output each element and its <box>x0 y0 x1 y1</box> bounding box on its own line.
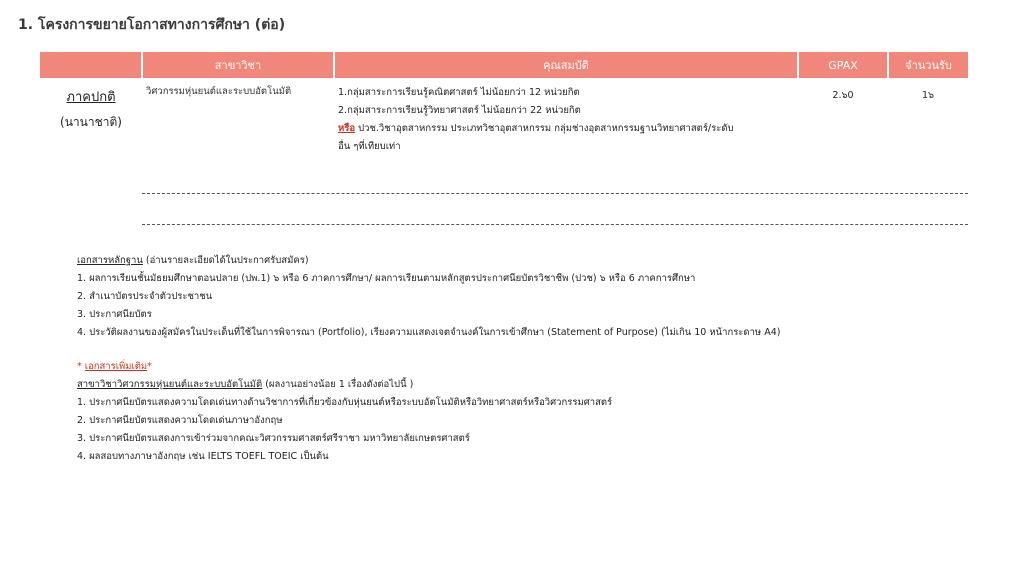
dotted-divider <box>142 224 968 225</box>
major-name: วิศวกรรมหุ่นยนต์และระบบอัตโนมัติ <box>146 86 292 97</box>
criteria-item: 1.กลุ่มสาระการเรียนรู้คณิตศาสตร์ ไม่น้อยกว่า 12 หน่วยกิต <box>338 87 580 98</box>
criteria-item: 2.กลุ่มสาระการเรียนรู้วิทยาศาสตร์ ไม่น้อยกว่า 22 หน่วยกิต <box>338 105 581 116</box>
documents-section <box>77 252 780 342</box>
extra-major-line <box>77 376 612 394</box>
seats-value: 1๖ <box>921 90 935 101</box>
extra-item: 3. ประกาศนียบัตรแสดงการเข้าร่วมจากคณะวิศวกรรมศาสตร์ศรีราชา มหาวิทยาลัยเกษตรศาสตร์ <box>77 433 470 444</box>
extra-item: 4. ผลสอบทางภาษาอังกฤษ เช่น IELTS TOEFL TOEIC เป็นต้น <box>77 451 329 462</box>
or-label: หรือ <box>338 123 356 134</box>
extra-item: 1. ประกาศนียบัตรแสดงความโดดเด่นทางด้านวิชาการที่เกี่ยวข้องกับหุ่นยนต์หรือระบบอัตโนมัติหรือวิทยาศาสตร์หรือวิศวกรรมศาสตร์ <box>77 397 613 408</box>
header-major: สาขาวิชา <box>142 52 334 78</box>
header-gpax: GPAX <box>798 52 888 78</box>
category-cell <box>40 78 142 162</box>
extra-major-note: (ผลงานอย่างน้อย 1 เรื่องดังต่อไปนี้ ) <box>262 379 414 390</box>
criteria-or-line-2: อื่น ๆที่เทียบเท่า <box>338 141 401 152</box>
documents-heading-label: เอกสารหลักฐาน <box>77 255 143 266</box>
header-criteria: คุณสมบัติ <box>334 52 798 78</box>
documents-item: 2. สำเนาบัตรประจำตัวประชาชน <box>77 291 213 302</box>
extra-heading-label: เอกสารเพิ่มเติม <box>84 361 148 372</box>
page-title: 1. โครงการขยายโอกาสทางการศึกษา (ต่อ) <box>18 17 286 33</box>
category-label: ภาคปกติ <box>66 90 116 105</box>
criteria-or-line <box>338 120 794 138</box>
gpax-value: 2.๖0 <box>832 90 854 101</box>
extra-major-label: สาขาวิชาวิศวกรรมหุ่นยนต์และระบบอัตโนมัติ <box>77 379 263 390</box>
or-text: ปวช.วิชาอุตสาหกรรม ประเภทวิชาอุตสาหกรรม กลุ่มช่างอุตสาหกรรมฐานวิทยาศาสตร์/ระดับ <box>355 123 734 134</box>
dotted-divider <box>142 193 968 194</box>
criteria-cell <box>334 78 798 162</box>
extra-documents-section <box>77 358 612 466</box>
extra-heading-star: * <box>77 361 85 372</box>
documents-heading <box>77 252 780 270</box>
extra-heading-tail: * <box>147 361 152 372</box>
documents-item: 1. ผลการเรียนชั้นมัธยมศึกษาตอนปลาย (ปพ.1) ๖ หรือ 6 ภาคการศึกษา/ ผลการเรียนตามหลักสูตรประกาศนียบัตรวิชาชีพ (ปวช) ๖ หรือ 6 ภาคการศึกษา <box>77 273 696 284</box>
table-header-row <box>40 52 968 78</box>
documents-item: 3. ประกาศนียบัตร <box>77 309 152 320</box>
table-row <box>40 78 968 162</box>
major-cell <box>142 78 334 162</box>
documents-heading-note: (อ่านรายละเอียดได้ในประกาศรับสมัคร) <box>142 255 309 266</box>
admission-table <box>40 52 968 162</box>
header-empty <box>40 52 142 78</box>
extra-item: 2. ประกาศนียบัตรแสดงความโดดเด่นภาษาอังกฤษ <box>77 415 283 426</box>
category-sub-label: (นานาชาติ) <box>60 115 122 129</box>
documents-item: 4. ประวัติผลงานของผู้สมัครในประเด็นที่ใช้ในการพิจารณา (Portfolio), เรียงความแสดงเจตจำนงค์ในการเข้าศึกษา (Statement of Purpose) (ไม่เกิน 10 หน้ากระดาษ A4) <box>77 327 781 338</box>
header-seats: จำนวนรับ <box>888 52 968 78</box>
extra-heading <box>77 358 612 376</box>
